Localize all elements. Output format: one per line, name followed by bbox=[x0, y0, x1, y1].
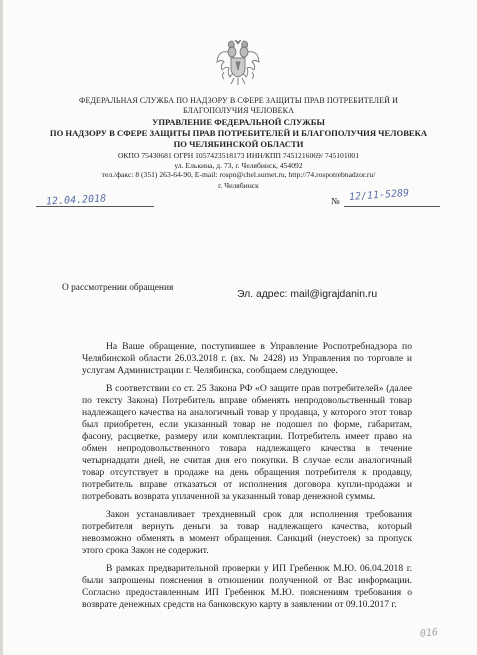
addressee-email: Эл. адрес: mail@igrajdanin.ru bbox=[237, 289, 378, 300]
number-underline bbox=[344, 206, 440, 207]
body-paragraph-3: Закон устанавливает трехдневный срок для исполнения требования потребителя вернуть деньги за товар надлежащего качества, который невозможно обменять в момент обращения. Санкций (неустоек) за пропуск этого срока Закон не содержит. bbox=[82, 509, 412, 556]
page-number-mark: 016 bbox=[419, 627, 439, 640]
department-name bbox=[0, 117, 477, 150]
body-paragraph-2: В соответствии со ст. 25 Закона РФ «О защите прав потребителей» (далее по тексту Закона) Потребитель вправе обменять непродовольственный товар надлежащего качества на аналогичный товар у продавца, у которого этот товар был приобретен, если указанный товар не подошел по форме, габаритам, фасону, расцветке, размеру или комплектации. Потребитель имеет право на обмен непродовольственного товара надлежащего качества в течение четырнадцати дней, не считая дня его покупки. В случае если аналогичный товар отсутствует в продаже на день обращения потребителя к продавцу, потребитель вправе отказаться от исполнения договора купли-продажи и потребовать возврата уплаченной за указанный товар денежной суммы. bbox=[82, 383, 412, 502]
agency-name: ФЕДЕРАЛЬНАЯ СЛУЖБА ПО НАДЗОРУ В СФЕРЕ ЗАЩИТЫ ПРАВ ПОТРЕБИТЕЛЕЙ И БЛАГОПОЛУЧИЯ ЧЕЛОВЕКА bbox=[79, 96, 398, 115]
department-line-2: ПО НАДЗОРУ В СФЕРЕ ЗАЩИТЫ ПРАВ ПОТРЕБИТЕЛЕЙ И БЛАГОПОЛУЧИЯ ЧЕЛОВЕКА bbox=[49, 128, 428, 138]
handwritten-date: 12.04.2018 bbox=[45, 193, 107, 208]
coat-of-arms-icon bbox=[216, 38, 260, 88]
postal-address: ул. Елькина, д. 73, г. Челябинск, 454092 bbox=[174, 160, 303, 170]
letter-subject: О рассмотрении обращения bbox=[62, 283, 174, 293]
contact-info: тел./факс: 8 (351) 263-64-90, E-mail: rospn@chel.surnet.ru, http://74.rospotrebnadzor.ru/ bbox=[101, 170, 376, 180]
organization-details bbox=[0, 151, 477, 180]
city: г. Челябинск bbox=[218, 181, 259, 190]
department-line-1: УПРАВЛЕНИЕ ФЕДЕРАЛЬНОЙ СЛУЖБЫ bbox=[152, 117, 325, 127]
letter-body bbox=[82, 341, 412, 617]
registration-codes: ОКПО 75430681 ОГРН 1057423518173 ИНН/КПП 7451216069/ 745101001 bbox=[117, 151, 360, 160]
body-paragraph-1: На Ваше обращение, поступившее в Управление Роспотребнадзора по Челябинской области 26.03.2018 г. (вх. № 2428) из Управления по торговле и услугам Администрации г. Челябинска, сообщаем следующее. bbox=[82, 341, 412, 376]
department-line-3: ПО ЧЕЛЯБИНСКОЙ ОБЛАСТИ bbox=[173, 139, 304, 149]
number-sign: № bbox=[331, 196, 340, 206]
handwritten-number: 12/11-5289 bbox=[348, 187, 410, 204]
body-paragraph-4: В рамках предварительной проверки у ИП Гребенюк М.Ю. 06.04.2018 г. были запрошены пояснения в отношении полученной от Вас информации. Согласно предоставленным ИП Гребенюк М.Ю. пояснениям требования о возврате денежных средств на банковскую карту в заявлении от 09.10.2017 г. bbox=[82, 563, 412, 610]
